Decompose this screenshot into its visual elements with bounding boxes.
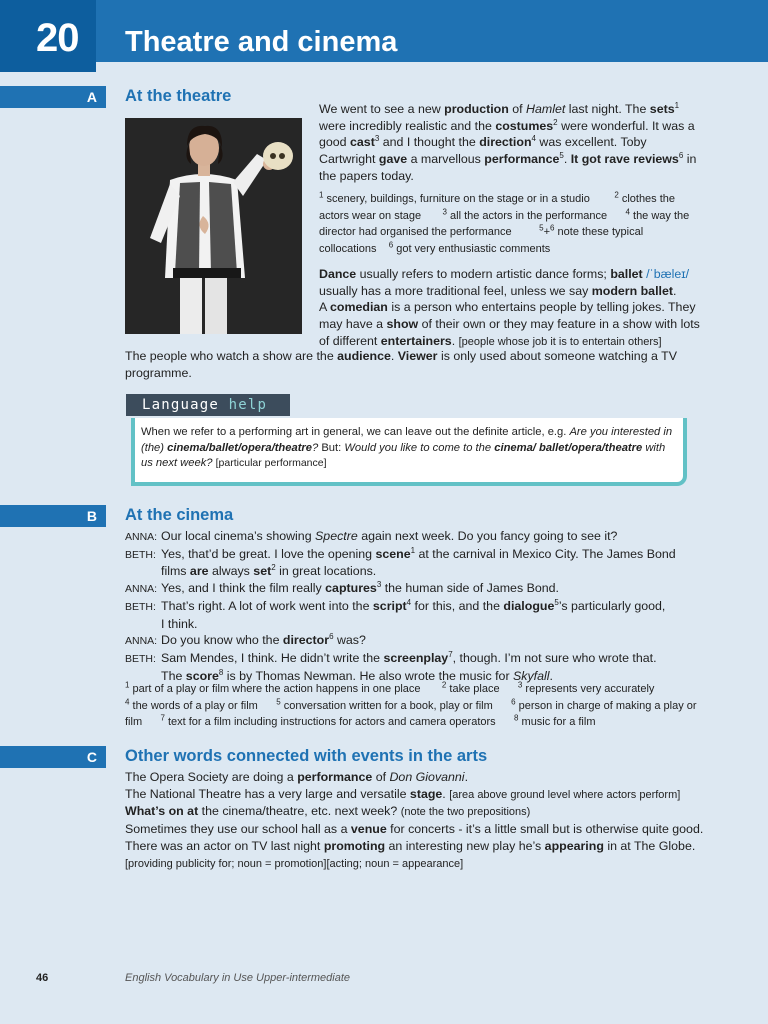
cinema-dialogue: ANNA: Our local cinema’s showing Spectre again next week. Do you fancy going to see it? BETH: Yes, that’d be great. I love the opening scene$^1$ at the carnival in Mexico City. The James Bond films are always set$^2$ in great locations. ANNA: Yes, and I think the film really captures$^3$ the human side of James Bond. BETH: That’s right. A lot of work went into the script$^4$ for this, and the dialogue$^5$’s particularly good, I think. ANNA: Do you know who the director$^6$ was? BETH: Sam Mendes, I think. He didn’t write the screenplay$^7$, though. I’m not sure who wrote that. The score$^8$ is by Thomas Newman. He also wrote the music for Skyfall. <box>125 528 705 684</box>
help-label: help <box>228 397 268 413</box>
language-help-label: Language <box>142 397 220 413</box>
audience-paragraph: The people who watch a show are the audience. Viewer is only used about someone watching a TV programme. <box>125 349 677 380</box>
section-a-heading: At the theatre <box>125 87 232 105</box>
dialogue-line: ANNA: Yes, and I think the film really captures$^3$ the human side of James Bond. <box>125 579 559 596</box>
dialogue-line: ANNA: Do you know who the director$^6$ was? <box>125 632 366 648</box>
cinema-glossary: $^1$ part of a play or film where the action happens in one place $^2$ take place $^3$ represents very accurately $^4$ the words of a play or film $^5$ conversation written for a book, play or film $^6$ person in charge of making a play or film $^7$ text for a film including instructions for actors and camera operators $^8$ music for a film <box>125 680 697 729</box>
dialogue-line: BETH: That’s right. A lot of work went into the script$^4$ for this, and the dialogue$^5$’s particularly good, <box>125 597 666 613</box>
dialogue-line: ANNA: Our local cinema’s showing Spectre again next week. Do you fancy going to see it? <box>125 529 618 543</box>
actor-illustration <box>125 118 302 334</box>
dialogue-line: BETH: Yes, that’d be great. I love the opening scene$^1$ at the carnival in Mexico City. The James Bond <box>125 545 676 561</box>
section-c-tab: C <box>0 746 106 768</box>
dialogue-line: BETH: Sam Mendes, I think. He didn’t write the screenplay$^7$, though. I’m not sure who wrote that. <box>125 649 657 665</box>
section-b-tab: B <box>0 505 106 527</box>
unit-title: Theatre and cinema <box>125 26 398 58</box>
dance-comedian-paragraph: Dance usually refers to modern artistic dance forms; ballet /ˈbæleɪ/ usually has a more traditional feel, unless we say modern ballet. A comedian is a person who entertains people by telling jokes. They may have a show of their own or they may feature in a show with lots of different entertainers. [people whose job it is to entertain others] <box>319 267 700 348</box>
actor-photo <box>125 118 302 334</box>
unit-number: 20 <box>36 16 79 60</box>
theatre-glossary: $^1$ scenery, buildings, furniture on the stage or in a studio $^2$ clothes the actors wear on stage $^3$ all the actors in the performance $^4$ the way the director had organised the performance $^5$+$^6$ note these typical collocations $^6$ got very enthusiastic comments <box>319 190 690 256</box>
page-number: 46 <box>36 972 49 984</box>
arts-paragraph: The Opera Society are doing a performance of Don Giovanni. The National Theatre has a very large and versatile stage. [area above ground level where actors perform] What’s on at the cinema/theatre, etc. next week? (note the two prepositions) Sometimes they use our school hall as a venue for concerts - it’s a little small but is otherwise quite good. There was an actor on TV last night promoting an interesting new play he’s appearing in at The Globe. [providing publicity for; noun = promotion][acting; noun = appearance] <box>125 770 704 870</box>
language-help-tab <box>126 394 290 416</box>
book-title: English Vocabulary in Use Upper-intermediate <box>125 972 351 984</box>
theatre-paragraph: We went to see a new production of Hamlet last night. The sets$^1$ were incredibly realistic and the costumes$^2$ were wonderful. It was a good cast$^3$ and I thought the direction$^4$ was excellent. Toby Cartwright gave a marvellous performance$^5$. It got rave reviews$^6$ in the papers today. <box>319 100 697 183</box>
section-c-heading: Other words connected with events in the arts <box>125 747 488 765</box>
section-a-tab: A <box>0 86 106 108</box>
section-b-heading: At the cinema <box>125 506 234 524</box>
language-help-text: When we refer to a performing art in general, we can leave out the definite article, e.g. Are you interested in (the) cinema/ballet/opera/theatre? But: Would you like to come to the cinema/ ballet/opera/theatre with us next week? [particular performance] <box>141 426 673 469</box>
